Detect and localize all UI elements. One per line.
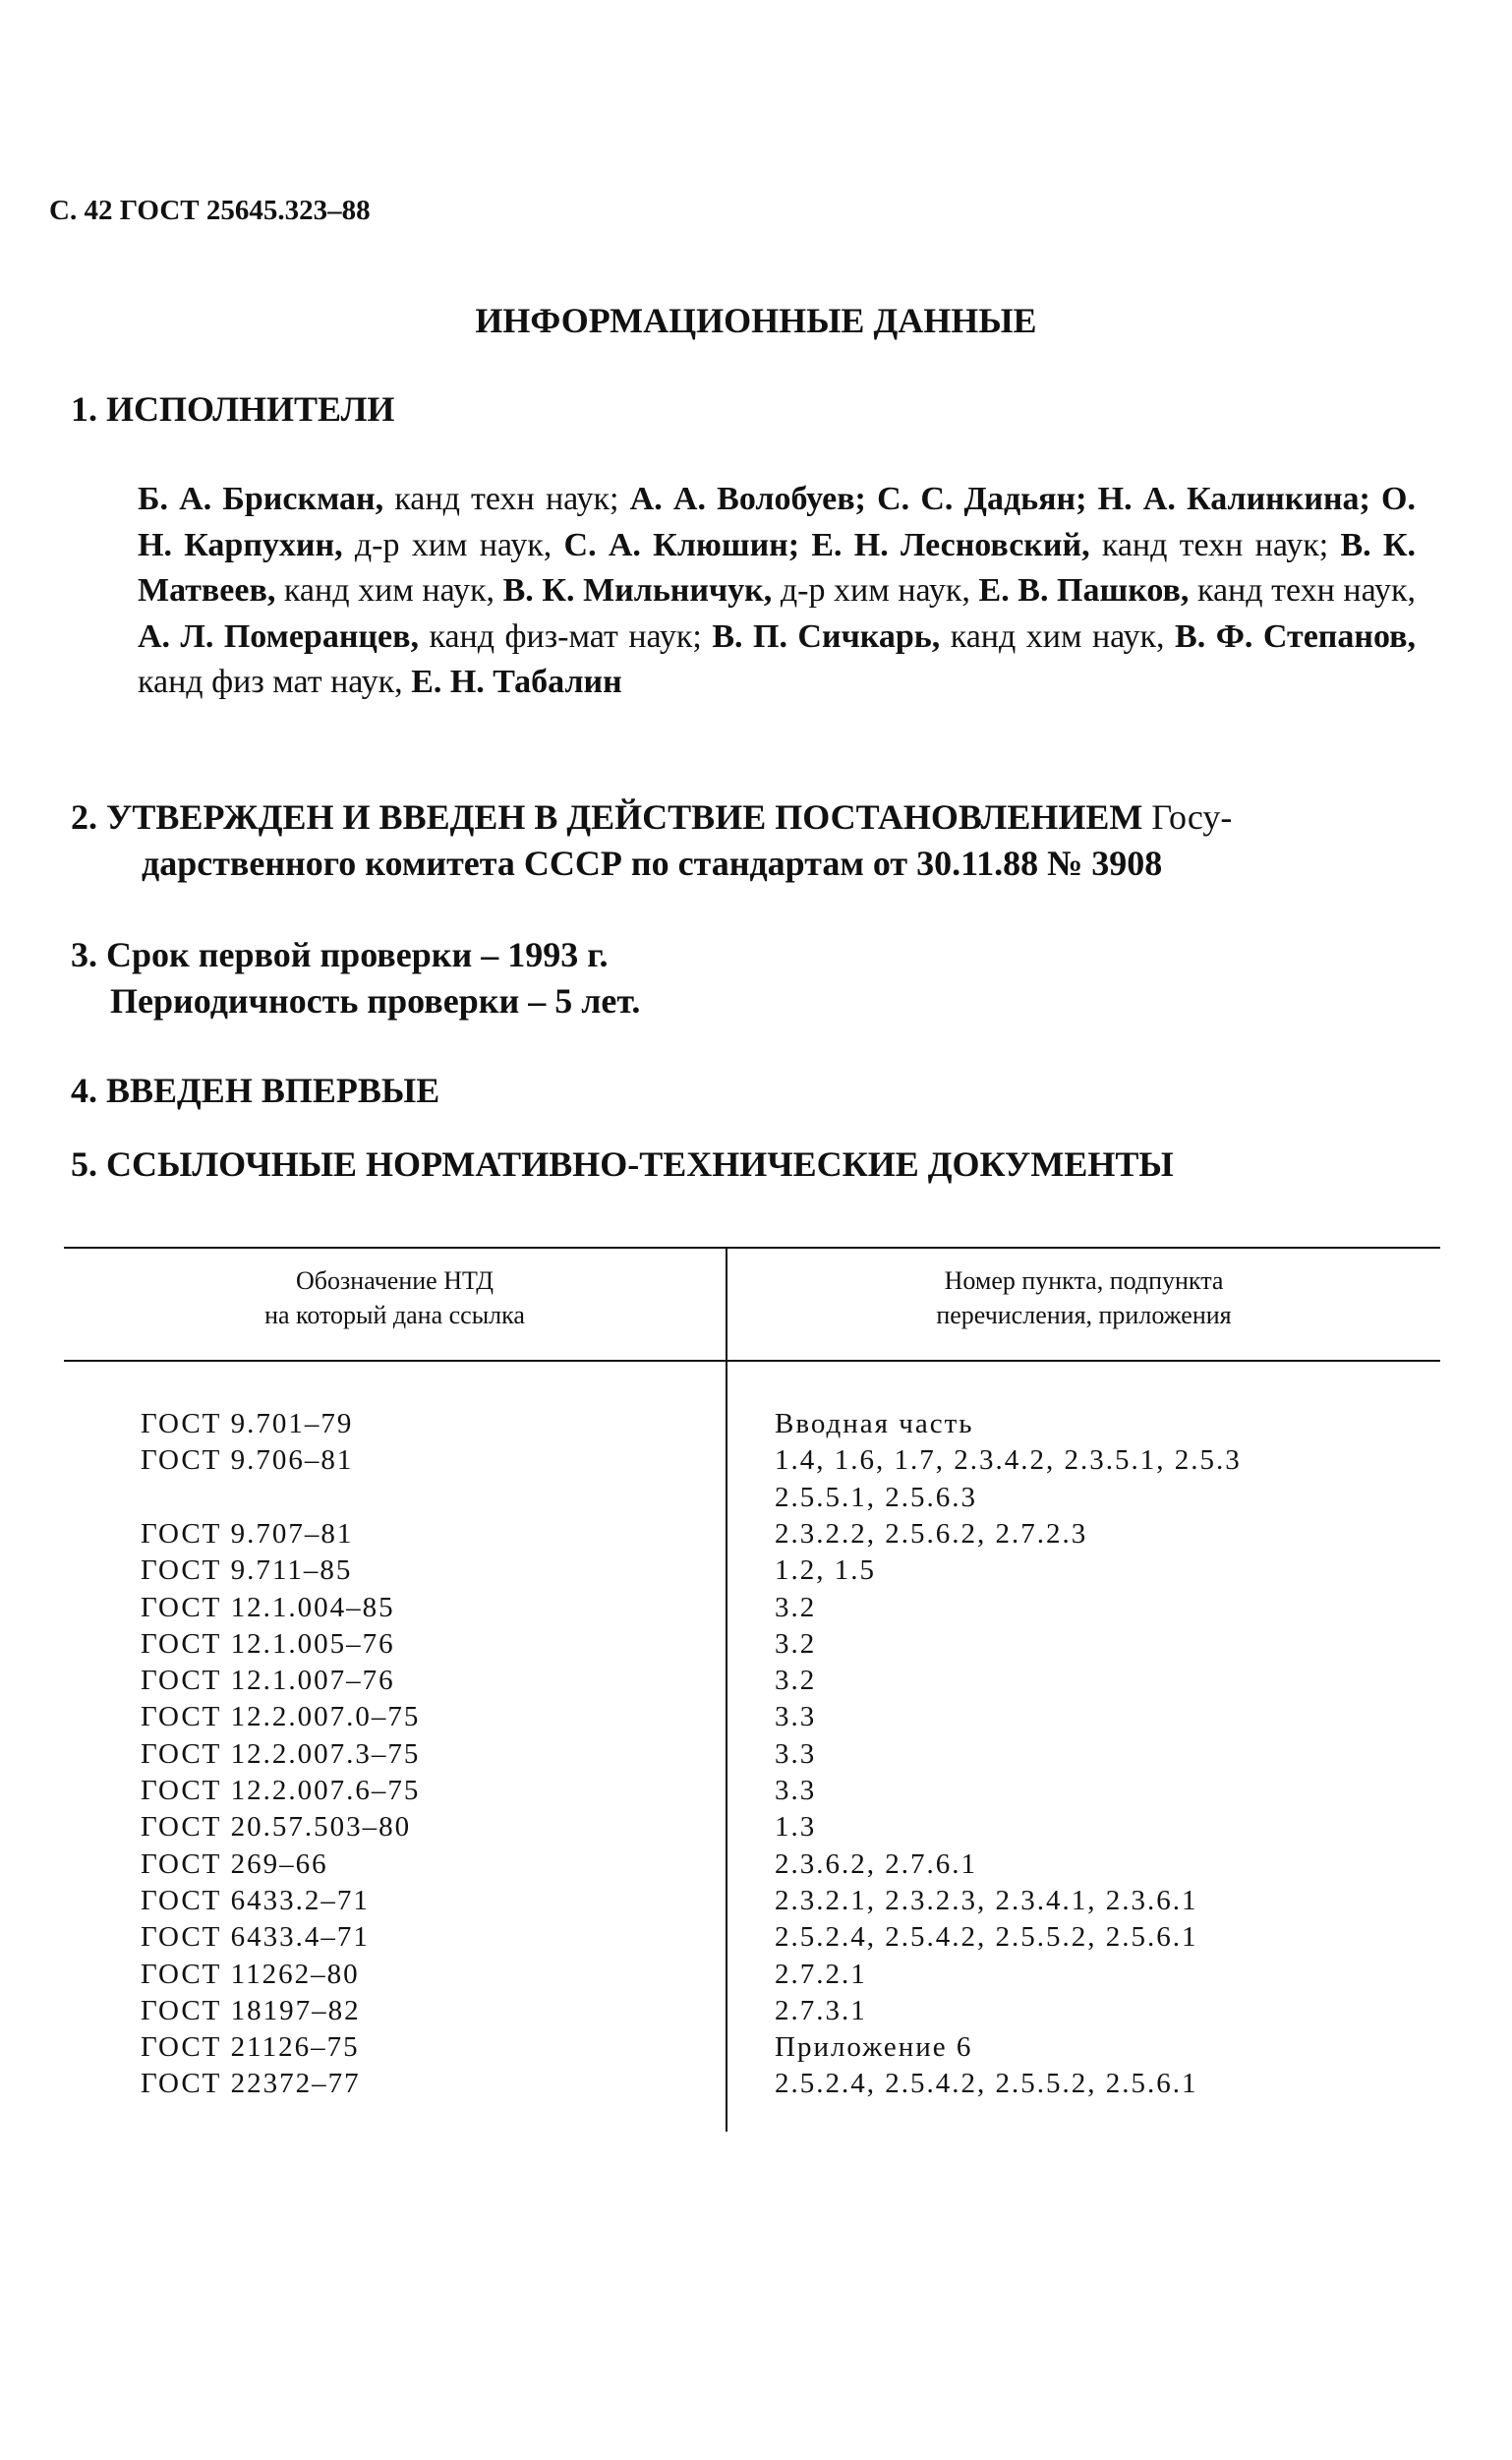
table-cell-clause: 3.3: [775, 1737, 817, 1770]
table-cell-document: ГОСТ 6433.4–71: [141, 1921, 370, 1954]
table-cell-clause: Приложение 6: [775, 2031, 973, 2064]
section-2-line-1: [71, 794, 1232, 841]
section-3-line-2: Периодичность проверки – 5 лет.: [110, 981, 641, 1021]
table-cell-clause: 2.5.2.4, 2.5.4.2, 2.5.5.2, 2.5.6.1: [775, 1921, 1198, 1954]
section-2-line1-rest: Госу-: [1142, 797, 1233, 837]
performer-name: В. П. Сичкарь,: [712, 617, 941, 655]
performer-name: Н. А. Калинкина;: [1097, 481, 1370, 517]
table-cell-document: ГОСТ 12.2.007.6–75: [141, 1775, 421, 1806]
performer-name: А. Л. Померанцев,: [138, 617, 419, 655]
table-header-clause: [727, 1263, 1440, 1332]
table-cell-document: ГОСТ 12.1.005–76: [141, 1627, 395, 1660]
table-header-rule: [64, 1360, 1440, 1362]
table-cell-clause: 2.5.5.1, 2.5.6.3: [775, 1481, 977, 1513]
performer-degree: д-р хим наук,: [772, 572, 970, 609]
section-4-title: 4. ВВЕДЕН ВПЕРВЫЕ: [71, 1071, 440, 1110]
performer-degree: д-р хим наук,: [342, 526, 552, 563]
table-cell-document: ГОСТ 11262–80: [141, 1958, 360, 1990]
performer-name: С. С. Дадьян;: [877, 481, 1087, 517]
performer-name: Е. Н. Табалин: [411, 664, 622, 700]
performer-degree: канд техн наук;: [1089, 526, 1329, 563]
performer-name: А. А. Волобуев;: [629, 481, 866, 517]
section-2-line-2: [71, 841, 1232, 887]
performer-name: В. К. Мильничук,: [502, 572, 773, 609]
table-cell-document: ГОСТ 12.1.004–85: [141, 1591, 395, 1623]
table-cell-document: ГОСТ 269–66: [141, 1847, 328, 1880]
table-cell-clause: 2.7.3.1: [775, 1994, 867, 2026]
document-title: ИНФОРМАЦИОННЫЕ ДАННЫЕ: [475, 301, 1037, 340]
table-cell-clause: 3.2: [775, 1665, 817, 1697]
table-column-divider: [726, 1247, 727, 2132]
performer-name: В. К. Матвеев,: [138, 526, 1417, 609]
table-cell-document: ГОСТ 21126–75: [141, 2031, 360, 2064]
performer-name: Б. А. Брискман,: [138, 481, 384, 517]
table-cell-document: ГОСТ 9.706–81: [141, 1444, 354, 1477]
section-5-title: 5. ССЫЛОЧНЫЕ НОРМАТИВНО-ТЕХНИЧЕСКИЕ ДОКУМЕНТЫ: [71, 1144, 1174, 1184]
table-cell-clause: 1.4, 1.6, 1.7, 2.3.4.2, 2.3.5.1, 2.5.3: [775, 1444, 1242, 1477]
table-header-designation-line-1: Обозначение НТД: [296, 1266, 494, 1295]
performer-name: В. Ф. Степанов,: [1175, 617, 1416, 655]
table-cell-document: ГОСТ 9.707–81: [141, 1517, 354, 1550]
table-cell-document: ГОСТ 22372–77: [141, 2068, 361, 2100]
table-cell-clause: 2.3.2.2, 2.5.6.2, 2.7.2.3: [775, 1517, 1088, 1550]
performer-name: Е. В. Пашков,: [978, 572, 1190, 609]
table-cell-clause: 2.3.6.2, 2.7.6.1: [775, 1847, 977, 1880]
section-2-approval: [71, 794, 1232, 887]
table-cell-clause: 3.2: [775, 1627, 817, 1660]
performer-degree: канд физ-мат наук;: [418, 617, 702, 655]
table-cell-clause: 3.2: [775, 1591, 817, 1623]
table-header-clause-line-1: Номер пункта, подпункта: [944, 1266, 1224, 1295]
performer-degree: канд хим наук,: [940, 617, 1165, 655]
performer-degree: канд техн наук,: [1189, 572, 1416, 609]
table-cell-clause: 2.7.2.1: [775, 1958, 867, 1990]
table-cell-document: ГОСТ 12.2.007.0–75: [141, 1701, 421, 1733]
section-3-review: [71, 932, 640, 1025]
table-cell-document: ГОСТ 12.2.007.3–75: [141, 1737, 421, 1770]
section-3-line-1: 3. Срок первой проверки – 1993 г.: [71, 935, 609, 974]
table-header-designation-line-2: на который дана ссылка: [264, 1301, 525, 1329]
performers-list: [138, 477, 1416, 706]
table-cell-clause: 1.3: [775, 1811, 817, 1844]
table-cell-clause: Вводная часть: [775, 1408, 974, 1439]
table-cell-document: ГОСТ 9.701–79: [141, 1408, 354, 1439]
table-cell-document: ГОСТ 12.1.007–76: [141, 1665, 395, 1697]
section-2-line2-plain: дарственного комитета СССР по стандартам от: [142, 844, 917, 883]
table-cell-clause: 1.2, 1.5: [775, 1554, 876, 1587]
table-header-clause-line-2: перечисления, приложения: [936, 1301, 1232, 1329]
section-2-bold: 2. УТВЕРЖДЕН И ВВЕДЕН В ДЕЙСТВИЕ ПОСТАНОВЛЕНИЕМ: [71, 797, 1143, 837]
table-cell-document: ГОСТ 18197–82: [141, 1994, 361, 2026]
performer-name: С. А. Клюшин;: [563, 526, 800, 563]
performer-degree: канд хим наук,: [275, 572, 494, 609]
section-2-decree: 30.11.88 № 3908: [916, 844, 1163, 883]
table-top-rule: [64, 1247, 1440, 1249]
table-cell-document: ГОСТ 6433.2–71: [141, 1884, 370, 1916]
table-cell-clause: 2.5.2.4, 2.5.4.2, 2.5.5.2, 2.5.6.1: [775, 2068, 1198, 2100]
table-header-designation: [64, 1263, 726, 1332]
table-cell-document: ГОСТ 20.57.503–80: [141, 1811, 412, 1844]
performer-name: О. Н. Карпухин,: [138, 481, 1416, 563]
table-cell-clause: 2.3.2.1, 2.3.2.3, 2.3.4.1, 2.3.6.1: [775, 1884, 1198, 1916]
performer-degree: канд техн наук;: [383, 481, 619, 517]
performer-name: Е. Н. Лесновский,: [811, 526, 1090, 563]
table-cell-document: ГОСТ 9.711–85: [141, 1554, 353, 1587]
table-cell-clause: 3.3: [775, 1701, 817, 1733]
page-header: С. 42 ГОСТ 25645.323–88: [49, 195, 371, 226]
performer-degree: канд физ мат наук,: [138, 664, 403, 700]
table-cell-clause: 3.3: [775, 1775, 817, 1806]
section-1-title: 1. ИСПОЛНИТЕЛИ: [71, 389, 395, 429]
